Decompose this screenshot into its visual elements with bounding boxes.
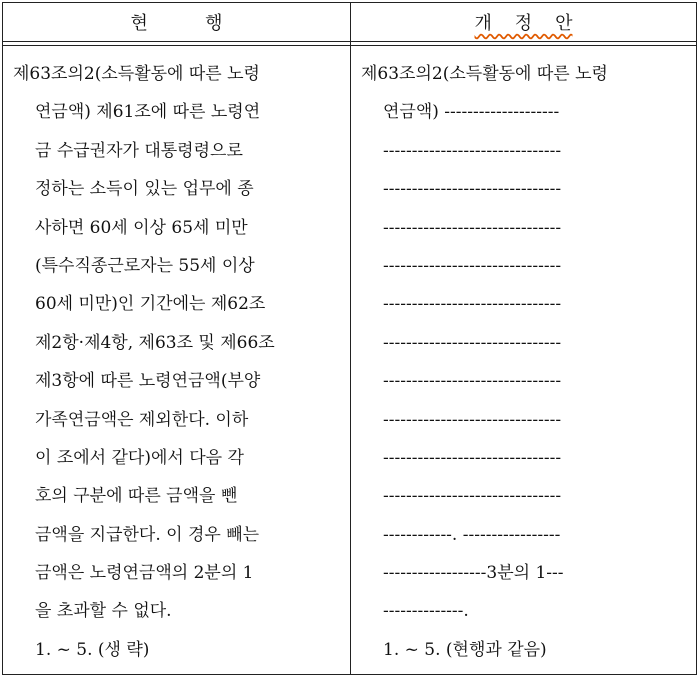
current-line-8: 제2항·제4항, 제63조 및 제66조 <box>35 332 275 353</box>
current-line-13: 금액을 지급한다. 이 경우 빼는 <box>35 524 260 545</box>
current-line-4: 정하는 소득이 있는 업무에 종 <box>35 179 254 200</box>
proposed-line-11: ------------------------------- <box>383 447 562 468</box>
current-line-2: 연금액) 제61조에 따른 노령연 <box>35 102 261 123</box>
comparison-table <box>2 2 697 675</box>
current-line-11: 이 조에서 같다)에서 다음 각 <box>35 447 244 468</box>
current-line-12: 호의 구분에 따른 금액을 뺀 <box>35 486 238 507</box>
current-line-1: 제63조의2(소득활동에 따른 노령 <box>13 64 260 84</box>
proposed-line-16: 1. ~ 5. (현행과 같음) <box>383 639 547 660</box>
current-text-column <box>13 55 341 669</box>
current-line-14: 금액은 노령연금액의 2분의 1 <box>35 563 254 584</box>
proposed-line-14: ------------------3분의 1--- <box>383 563 564 584</box>
proposed-line-8: ------------------------------- <box>383 332 562 353</box>
proposed-line-7: ------------------------------- <box>383 294 562 315</box>
current-line-3: 금 수급권자가 대통령령으로 <box>35 140 243 161</box>
proposed-line-5: ------------------------------- <box>383 217 562 238</box>
current-line-16: 1. ~ 5. (생 략) <box>35 639 150 660</box>
header-proposed: 개 정 안 <box>474 13 573 34</box>
current-line-9: 제3항에 따른 노령연금액(부양 <box>35 371 261 392</box>
current-line-10: 가족연금액은 제외한다. 이하 <box>35 409 249 430</box>
header-current: 현 행 <box>130 13 223 34</box>
proposed-line-10: ------------------------------- <box>383 409 562 430</box>
column-divider <box>350 3 351 674</box>
current-line-15: 을 초과할 수 없다. <box>35 601 172 622</box>
current-line-6: (특수직종근로자는 55세 이상 <box>35 255 255 276</box>
proposed-line-6: ------------------------------- <box>383 255 562 276</box>
proposed-line-2: 연금액) -------------------- <box>383 102 560 123</box>
current-line-7: 60세 미만)인 기간에는 제62조 <box>35 294 266 315</box>
proposed-line-13: ------------. ----------------- <box>383 524 561 545</box>
proposed-line-15: --------------. <box>383 601 469 622</box>
proposed-line-3: ------------------------------- <box>383 140 562 161</box>
proposed-line-12: ------------------------------- <box>383 486 562 507</box>
proposed-line-1: 제63조의2(소득활동에 따른 노령 <box>361 64 608 84</box>
proposed-text-column <box>361 55 691 669</box>
proposed-line-9: ------------------------------- <box>383 371 562 392</box>
proposed-line-4: ------------------------------- <box>383 179 562 200</box>
current-line-5: 사하면 60세 이상 65세 미만 <box>35 217 248 238</box>
